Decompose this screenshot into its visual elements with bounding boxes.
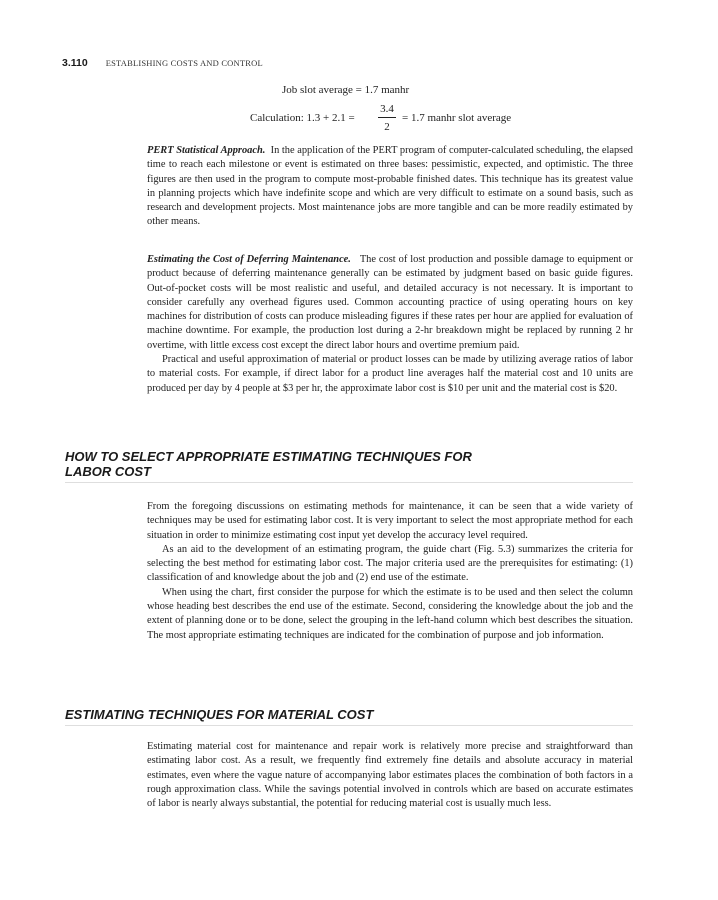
pert-text: In the application of the PERT program of computer-calculated scheduling, the elapsed time to reach each milestone or event is estimated on three bases: pessimistic, expected, and optimistic. The three figures are then used in the program to compute most-probable finished dates. This technique has its greatest value in planning projects which have indefinite scope and which are very difficult to estimate on a sound basis, such as research and development projects. Most maintenance jobs are more tangible and can be more readily estimated by other means. <box>147 145 634 228</box>
labor-section-heading <box>65 449 633 483</box>
pert-paragraph <box>147 144 633 230</box>
labor-heading-line2: LABOR COST <box>65 464 151 479</box>
material-section-body <box>147 740 633 811</box>
fraction-bar <box>378 117 396 118</box>
fraction-numerator: 3.4 <box>380 103 394 115</box>
deferring-text-2: Practical and useful approximation of material or product losses can be made by utilizing average ratios of labor to material costs. For example, if direct labor for a product line averages half the material cost and 10 units are produced per day by 4 people at $3 per hr, the approximate labor cost is $10 per unit and the material cost is $20. <box>147 354 633 394</box>
calculation-fraction <box>378 102 396 134</box>
material-paragraph-1: Estimating material cost for maintenance and repair work is relatively more precise and straightforward than estimating labor cost. As a result, we frequently find extremely fine details and absolute accuracy in material estimates, even where the vague nature of accompanying labor estimates places the combination of both factors in a rough approximation class. While the savings potential involved in controls which are based on accurate estimates of labor is nearly always substantial, the potential for reducing material cost is usually much less. <box>147 741 633 810</box>
labor-paragraph-3: When using the chart, first consider the purpose for which the estimate is to be used and then select the column whose heading best describes the end use of the estimate. Second, considering the knowledge about the job and the extent of planning done or to be done, select the grouping in the left-hand column which best describes the situation. The most appropriate estimating techniques are indicated for the combination of purpose and job information. <box>147 586 633 641</box>
pert-runin-heading: PERT Statistical Approach. <box>147 145 266 156</box>
deferring-text: The cost of lost production and possible damage to equipment or product because of deferring maintenance generally can be estimated by judgment based on basic guide figures. Out-of-pocket costs will be most realistic and useful, and detailed accuracy is not necessary. It is important to consider carefully any overhead figures used. Common accounting practice of using operating hours on key machines for distribution of costs can produce misleading figures if these rates per hour are applied for evaluation of machine downtime. For example, the production lost during a 2-hr breakdown might be replaced by running 2 hr overtime, with little excess cost except the direct labor hours and overtime premium paid. <box>147 254 634 351</box>
fraction-denominator: 2 <box>384 121 390 133</box>
labor-paragraph-2: As an aid to the development of an estimating program, the guide chart (Fig. 5.3) summarizes the criteria for selecting the best method for estimating labor cost. The major criteria used are the prerequisites for estimating: (1) classification of and knowledge about the job and (2) end use of the estimate. <box>147 543 633 584</box>
labor-paragraph-1: From the foregoing discussions on estimating methods for maintenance, it can be seen that a wide variety of techniques may be used for estimating labor cost. It is very important to select the most appropriate method for each situation in order to minimize estimating cost input yet develop the accuracy level required. <box>147 501 633 541</box>
running-head <box>62 53 678 69</box>
material-section-heading: ESTIMATING TECHNIQUES FOR MATERIAL COST <box>65 707 633 726</box>
running-title: ESTABLISHING COSTS AND CONTROL <box>105 58 263 68</box>
labor-heading-line1: HOW TO SELECT APPROPRIATE ESTIMATING TECHNIQUES FOR <box>65 449 472 464</box>
slot-average-equation: Job slot average = 1.7 manhr <box>282 84 410 96</box>
calculation-lhs: Calculation: 1.3 + 2.1 = <box>250 112 355 124</box>
deferring-paragraphs <box>147 253 633 396</box>
calculation-rhs: = 1.7 manhr slot average <box>402 112 512 124</box>
page-number: 3.110 <box>62 57 88 69</box>
deferring-runin-heading: Estimating the Cost of Deferring Maintenance. <box>147 254 351 265</box>
labor-section-body <box>147 500 633 643</box>
